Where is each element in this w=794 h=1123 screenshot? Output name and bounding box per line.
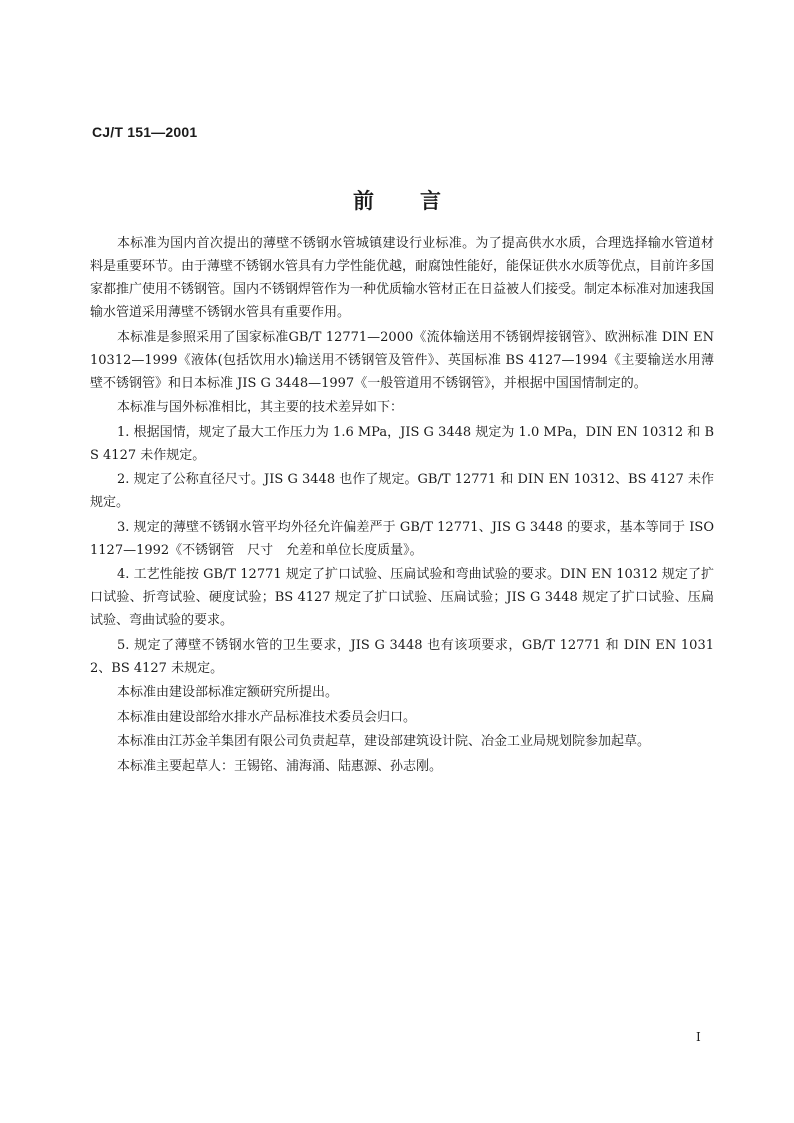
paragraph-references: 本标准是参照采用了国家标准GB/T 12771—2000《流体输送用不锈钢焊接钢管》、欧洲标准 DIN EN 10312—1999《液体(包括饮用水)输送用不锈钢管及管件》、英国标准 BS 4127—1994《主要输送水用薄壁不锈钢管》和日本标准 JIS G 3448—1997《一般管道用不锈钢管》，并根据中国国情制定的。	[90, 329, 714, 391]
paragraph-difference-4: 4. 工艺性能按 GB/T 12771 规定了扩口试验、压扁试验和弯曲试验的要求。DIN EN 10312 规定了扩口试验、折弯试验、硬度试验；BS 4127 规定了扩口试验、压扁试验；JIS G 3448 规定了扩口试验、压扁试验、弯曲试验的要求。	[90, 567, 714, 628]
paragraph-differences-intro: 本标准与国外标准相比，其主要的技术差异如下：	[117, 400, 404, 415]
paragraph-difference-3: 3. 规定的薄壁不锈钢水管平均外径允许偏差严于 GB/T 12771、JIS G 3448 的要求，基本等同于 ISO 1127—1992《不锈钢管 尺寸 允差和单位长度质量》。	[90, 519, 714, 558]
paragraph-drafters: 本标准主要起草人：王锡铭、浦海涌、陆惠源、孙志刚。	[117, 758, 443, 774]
paragraph-difference-5: 5. 规定了薄壁不锈钢水管的卫生要求，JIS G 3448 也有该项要求，GB/T 12771 和 DIN EN 10312、BS 4127 未规定。	[90, 637, 714, 676]
paragraph-centralized: 本标准由建设部给水排水产品标准技术委员会归口。	[117, 709, 417, 725]
paragraph-intro: 本标准为国内首次提出的薄壁不锈钢水管城镇建设行业标准。为了提高供水水质，合理选择输水管道材料是重要环节。由于薄壁不锈钢水管具有力学性能优越，耐腐蚀性能好，能保证供水水质等优点，目前许多国家都推广使用不锈钢管。国内不锈钢焊管作为一种优质输水管材正在日益被人们接受。制定本标准对加速我国输水管道采用薄壁不锈钢水管具有重要作用。	[90, 236, 715, 320]
paragraph-drafters-org: 本标准由江苏金羊集团有限公司负责起草，建设部建筑设计院、冶金工业局规划院参加起草。	[117, 734, 651, 749]
page-title: 前言	[353, 189, 487, 213]
paragraph-difference-1: 1. 根据国情，规定了最大工作压力为 1.6 MPa，JIS G 3448 规定为 1.0 MPa，DIN EN 10312 和 BS 4127 未作规定。	[90, 424, 714, 463]
standard-code: CJ/T 151—2001	[92, 124, 198, 140]
page-number: I	[696, 1030, 701, 1044]
paragraph-proposer: 本标准由建设部标准定额研究所提出。	[117, 685, 339, 700]
foreword-body	[90, 232, 714, 779]
paragraph-difference-2: 2. 规定了公称直径尺寸。JIS G 3448 也作了规定。GB/T 12771 和 DIN EN 10312、BS 4127 未作规定。	[90, 472, 714, 510]
